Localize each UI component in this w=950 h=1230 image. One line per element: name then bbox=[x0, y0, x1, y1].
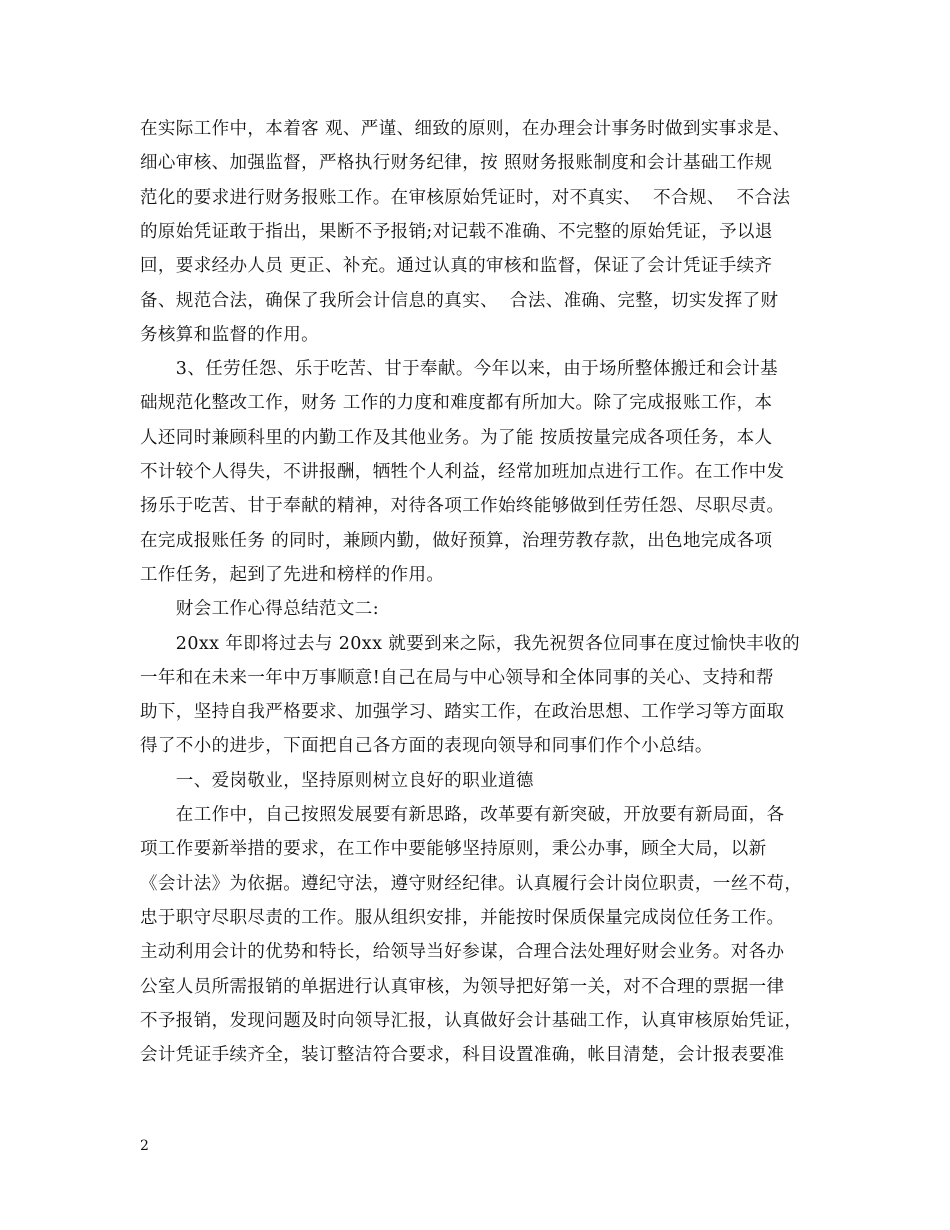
text-line: 务核算和监督的作用。 bbox=[140, 324, 319, 345]
text-line: 工作任务，起到了先进和榜样的作用。 bbox=[140, 564, 445, 585]
text-line: 扬乐于吃苦、甘于奉献的精神，对待各项工作始终能够做到任劳任怨、尽职尽责。 bbox=[140, 496, 785, 517]
text-line: 主动利用会计的优势和特长，给领导当好参谋，合理合法处理好财会业务。对各办 bbox=[140, 942, 785, 963]
text-line: 的原始凭证敢于指出，果断不予报销;对记载不准确、不完整的原始凭证，予以退 bbox=[140, 221, 773, 242]
text-line: 一年和在未来一年中万事顺意!自己在局与中心领导和全体同事的关心、支持和帮 bbox=[140, 667, 774, 688]
text-line: 得了不小的进步，下面把自己各方面的表现向领导和同事们作个小总结。 bbox=[140, 736, 713, 757]
text-line: 财会工作心得总结范文二: bbox=[140, 599, 379, 620]
text-line: 在工作中，自己按照发展要有新思路，改革要有新突破，开放要有新局面，各 bbox=[140, 805, 785, 825]
text-line: 助下，坚持自我严格要求、加强学习、踏实工作，在政治思想、工作学习等方面取 bbox=[140, 702, 785, 723]
page-number: 2 bbox=[140, 1138, 149, 1154]
text-line: 不予报销，发现问题及时向领导汇报，认真做好会计基础工作，认真审核原始凭证， bbox=[140, 1010, 803, 1031]
text-line: 《会计法》为依据。遵纪守法，遵守财经纪律。认真履行会计岗位职责，一丝不苟， bbox=[140, 873, 803, 894]
text-line: 在实际工作中，本着客 观、严谨、细致的原则，在办理会计事务时做到实事求是、 bbox=[140, 119, 791, 139]
text-line: 忠于职守尽职尽责的工作。服从组织安排，并能按时保质保量完成岗位任务工作。 bbox=[140, 907, 785, 928]
text-line: 回，要求经办人员 更正、补充。通过认真的审核和监督，保证了会计凭证手续齐 bbox=[140, 256, 773, 277]
text-line: 会计凭证手续齐全，装订整洁符合要求，科目设置准确，帐目清楚，会计报表要准 bbox=[140, 1045, 785, 1066]
text-line: 在完成报账任务 的同时，兼顾内勤，做好预算，治理劳教存款，出色地完成各项 bbox=[140, 530, 773, 551]
text-line: 公室人员所需报销的单据进行认真审核，为领导把好第一关，对不合理的票据一律 bbox=[140, 976, 785, 997]
text-line: 范化的要求进行财务报账工作。在审核原始凭证时，对不真实、 不合规、 不合法 bbox=[140, 187, 791, 208]
text-line: 20xx 年即将过去与 20xx 就要到来之际，我先祝贺各位同事在度过愉快丰收的 bbox=[140, 633, 800, 654]
text-line: 项工作要新举措的要求，在工作中要能够坚持原则，秉公办事，顾全大局，以新 bbox=[140, 839, 767, 860]
text-line: 备、规范合法，确保了我所会计信息的真实、 合法、准确、完整，切实发挥了财 bbox=[140, 290, 779, 311]
text-line: 础规范化整改工作，财务 工作的力度和难度都有所加大。除了完成报账工作，本 bbox=[140, 393, 773, 414]
text-line: 一、爱岗敬业，坚持原则树立良好的职业道德 bbox=[140, 770, 534, 791]
text-line: 3、任劳任怨、乐于吃苦、甘于奉献。今年以来，由于场所整体搬迁和会计基 bbox=[140, 359, 779, 380]
text-line: 人还同时兼顾科里的内勤工作及其他业务。为了能 按质按量完成各项任务，本人 bbox=[140, 427, 773, 448]
text-line: 不计较个人得失，不讲报酬，牺牲个人利益，经常加班加点进行工作。在工作中发 bbox=[140, 462, 785, 482]
text-line: 细心审核、加强监督，严格执行财务纪律，按 照财务报账制度和会计基础工作规 bbox=[140, 153, 773, 174]
